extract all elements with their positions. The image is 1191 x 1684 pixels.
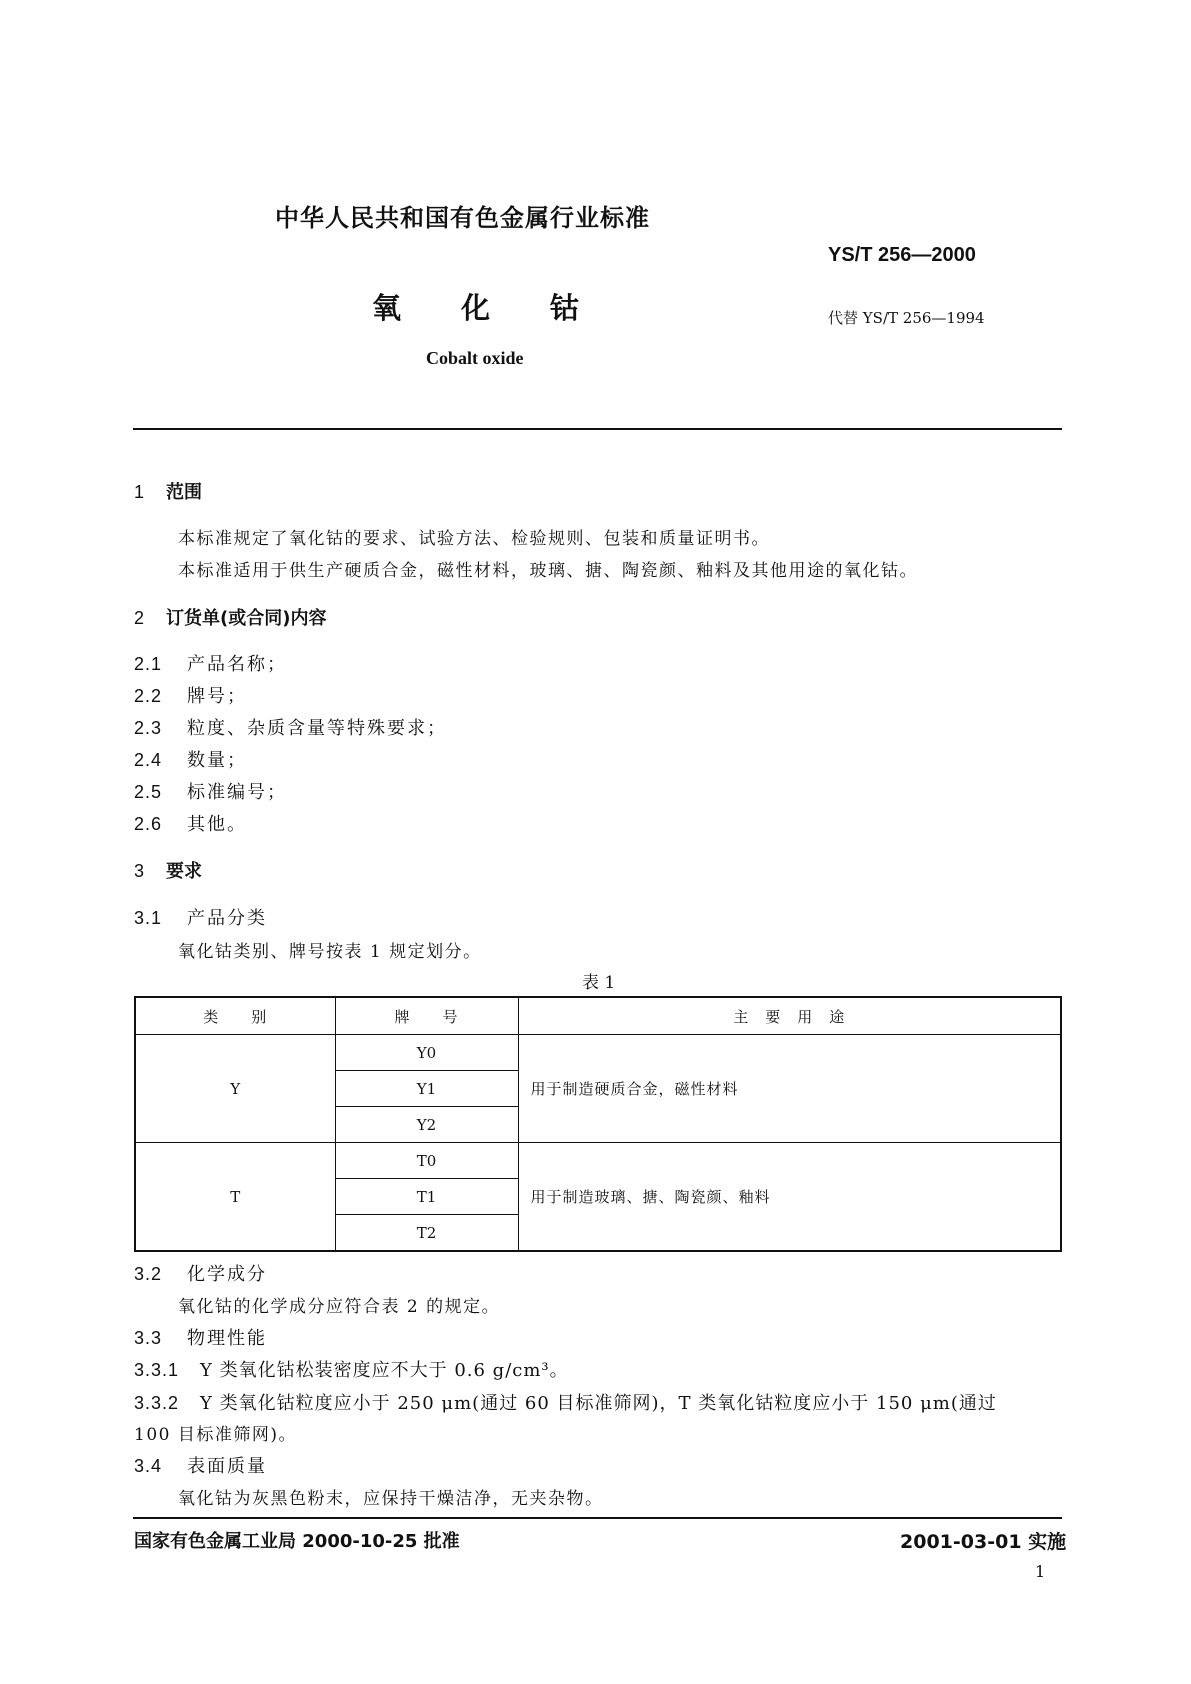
english-title: Cobalt oxide bbox=[426, 348, 524, 368]
section-1-heading bbox=[134, 478, 202, 504]
section-number: 3 bbox=[134, 861, 145, 881]
item-number: 2.3 bbox=[134, 718, 163, 738]
item-number: 3.3.1 bbox=[134, 1360, 180, 1380]
grade-cell: T0 bbox=[335, 1143, 518, 1179]
subsection-3-3-2 bbox=[134, 1389, 997, 1415]
use-cell: 用于制造玻璃、搪、陶瓷颜、釉料 bbox=[518, 1143, 1061, 1252]
effective-date: 2001-03-01 实施 bbox=[900, 1531, 1067, 1553]
item-text: 数量； bbox=[187, 750, 247, 771]
category-cell: T bbox=[135, 1143, 335, 1252]
subsection-3-3-1 bbox=[134, 1356, 569, 1382]
section-title: 要求 bbox=[166, 861, 202, 882]
item-number: 2.6 bbox=[134, 814, 163, 834]
item-number: 3.1 bbox=[134, 908, 163, 928]
subsection-3-2-heading bbox=[134, 1260, 267, 1286]
grade-cell: Y1 bbox=[335, 1071, 518, 1107]
grade-cell: T2 bbox=[335, 1215, 518, 1252]
item-text: 化学成分 bbox=[187, 1264, 267, 1285]
footer-divider bbox=[133, 1517, 1062, 1519]
order-item bbox=[134, 810, 247, 836]
header-divider bbox=[133, 428, 1062, 430]
table-row bbox=[135, 1143, 1061, 1179]
section-number: 2 bbox=[134, 608, 145, 628]
category-cell: Y bbox=[135, 1035, 335, 1143]
grade-cell: Y2 bbox=[335, 1107, 518, 1143]
header-category: 类 别 bbox=[135, 997, 335, 1035]
section-title: 范围 bbox=[166, 482, 202, 503]
standard-code: YS/T 256—2000 bbox=[828, 244, 976, 266]
item-number: 2.5 bbox=[134, 782, 163, 802]
subsection-3-1-text: 氧化钴类别、牌号按表 1 规定划分。 bbox=[178, 942, 482, 962]
item-text: 物理性能 bbox=[187, 1328, 267, 1349]
order-item bbox=[134, 746, 247, 772]
grade-cell: Y0 bbox=[335, 1035, 518, 1071]
subsection-3-1-heading bbox=[134, 904, 267, 930]
item-text: 表面质量 bbox=[187, 1456, 267, 1477]
section-1-paragraph-1: 本标准规定了氧化钴的要求、试验方法、检验规则、包装和质量证明书。 bbox=[178, 529, 770, 549]
item-number: 3.2 bbox=[134, 1264, 163, 1284]
order-item bbox=[134, 714, 447, 740]
section-2-heading bbox=[134, 604, 326, 630]
subsection-3-4-heading bbox=[134, 1452, 267, 1478]
item-number: 3.3 bbox=[134, 1328, 163, 1348]
item-text: 标准编号； bbox=[187, 782, 287, 803]
order-item bbox=[134, 650, 287, 676]
item-text: 产品名称； bbox=[187, 654, 287, 675]
section-number: 1 bbox=[134, 482, 145, 502]
header-main-use: 主 要 用 途 bbox=[518, 997, 1061, 1035]
item-text: 产品分类 bbox=[187, 908, 267, 929]
subsection-3-4-text: 氧化钴为灰黑色粉末，应保持干燥洁净，无夹杂物。 bbox=[178, 1489, 604, 1509]
grade-cell: T1 bbox=[335, 1179, 518, 1215]
subsection-3-3-2-continued: 100 目标准筛网)。 bbox=[134, 1425, 297, 1445]
section-1-paragraph-2: 本标准适用于供生产硬质合金，磁性材料，玻璃、搪、陶瓷颜、釉料及其他用途的氧化钴。 bbox=[178, 561, 918, 581]
table-1 bbox=[134, 996, 1062, 1252]
table-row bbox=[135, 1035, 1061, 1071]
table-1-caption: 表 1 bbox=[582, 973, 616, 993]
approval-line: 国家有色金属工业局 2000-10-25 批准 bbox=[134, 1531, 460, 1552]
section-title: 订货单(或合同)内容 bbox=[166, 608, 327, 629]
document-title: 氧化钴 bbox=[372, 291, 640, 325]
section-3-heading bbox=[134, 857, 202, 883]
order-item bbox=[134, 778, 287, 804]
replaces-standard: 代替 YS/T 256—1994 bbox=[828, 309, 985, 327]
standard-category-title: 中华人民共和国有色金属行业标准 bbox=[275, 204, 650, 232]
header-grade: 牌 号 bbox=[335, 997, 518, 1035]
subsection-3-3-heading bbox=[134, 1324, 267, 1350]
item-number: 2.2 bbox=[134, 686, 163, 706]
item-number: 2.1 bbox=[134, 654, 163, 674]
item-text: 粒度、杂质含量等特殊要求； bbox=[187, 718, 447, 739]
item-text: Y 类氧化钴粒度应小于 250 μm(通过 60 目标准筛网)，T 类氧化钴粒度应小于 150 μm(通过 bbox=[200, 1393, 997, 1414]
item-number: 3.3.2 bbox=[134, 1393, 180, 1413]
item-number: 2.4 bbox=[134, 750, 163, 770]
table-header-row bbox=[135, 997, 1061, 1035]
item-number: 3.4 bbox=[134, 1456, 163, 1476]
order-item bbox=[134, 682, 247, 708]
page-number: 1 bbox=[1035, 1562, 1046, 1581]
subsection-3-2-text: 氧化钴的化学成分应符合表 2 的规定。 bbox=[178, 1297, 501, 1317]
item-text: Y 类氧化钴松装密度应不大于 0.6 g/cm³。 bbox=[200, 1360, 569, 1381]
use-cell: 用于制造硬质合金，磁性材料 bbox=[518, 1035, 1061, 1143]
item-text: 其他。 bbox=[187, 814, 247, 835]
item-text: 牌号； bbox=[187, 686, 247, 707]
